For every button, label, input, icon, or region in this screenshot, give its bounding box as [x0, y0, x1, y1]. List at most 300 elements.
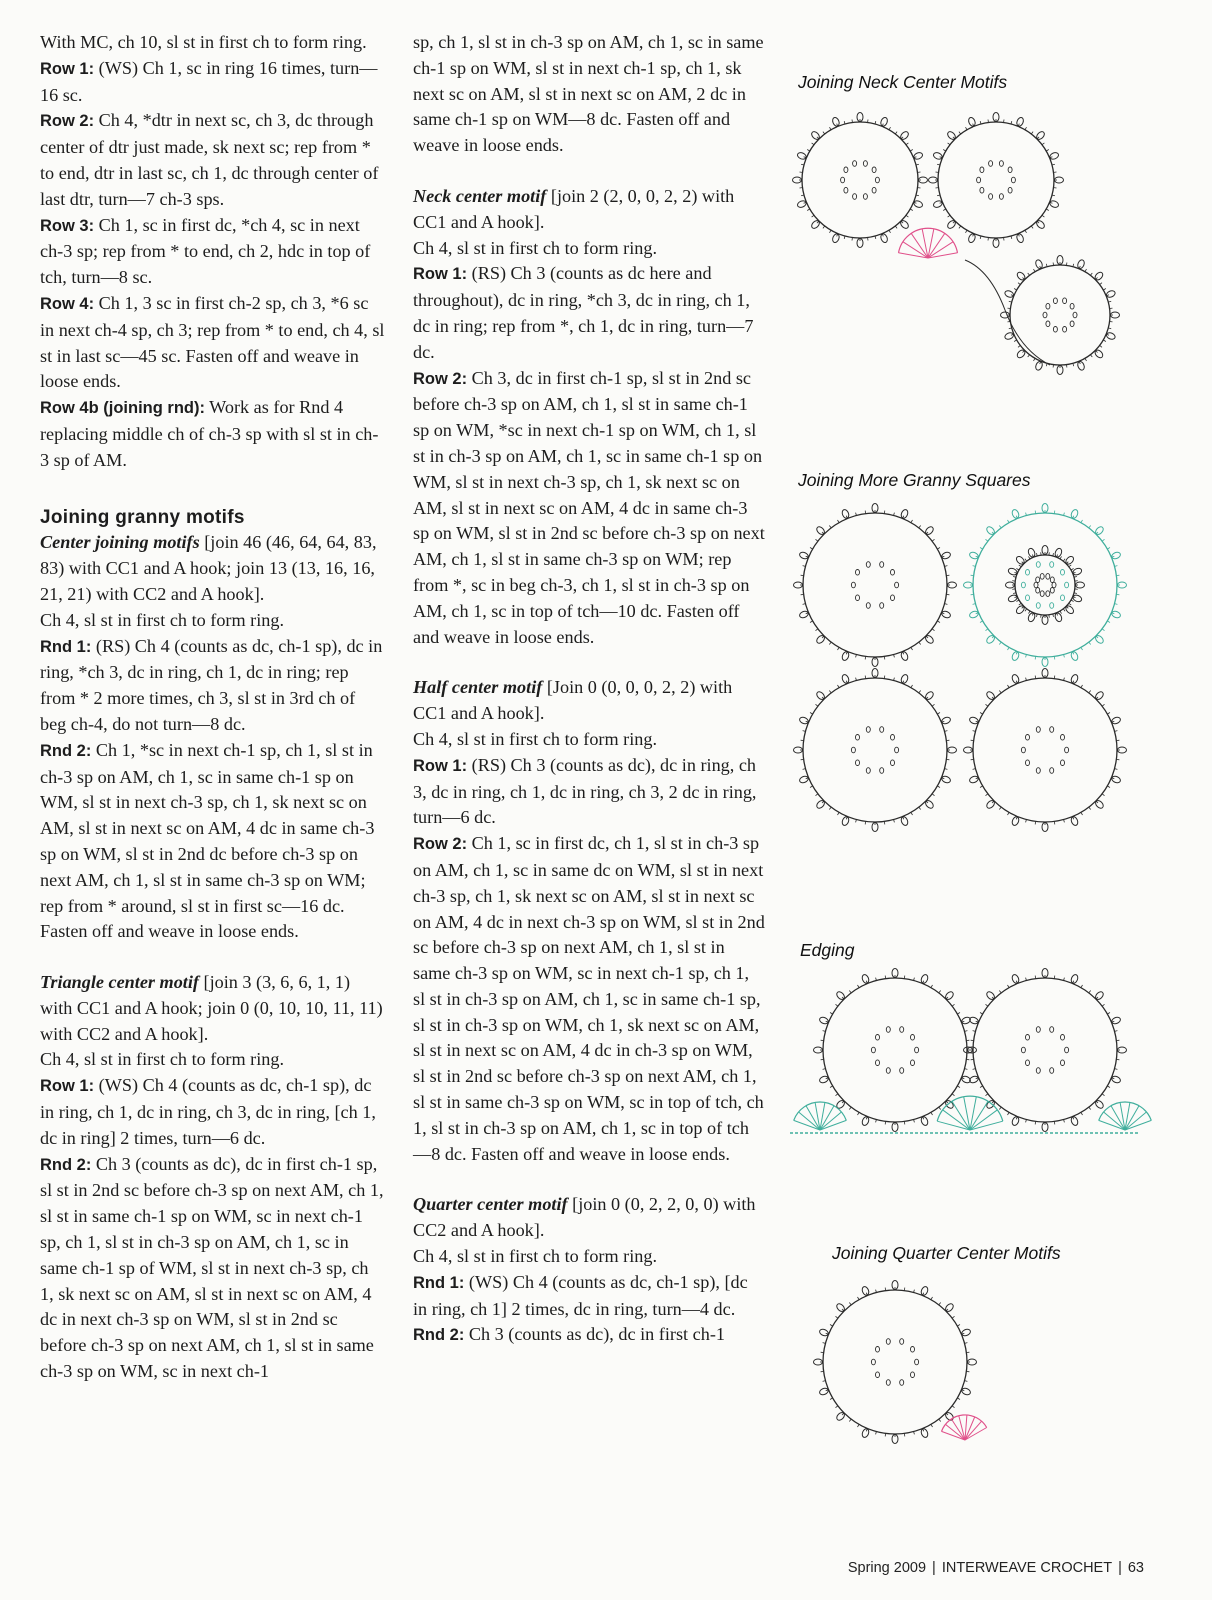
picot [1027, 547, 1036, 558]
center-chain [895, 582, 899, 588]
diagram-title-quarter: Joining Quarter Center Motifs [832, 1243, 1061, 1263]
stitch-tick [959, 132, 961, 134]
picot [1004, 332, 1015, 341]
motif-title: Neck center motif [413, 185, 547, 206]
center-chain [851, 747, 855, 753]
stitch-tick [932, 704, 934, 706]
center-chain [900, 1339, 904, 1345]
center-chain [911, 1060, 915, 1066]
stitch-tick [849, 1303, 851, 1305]
row-label: Rnd 1: [40, 637, 92, 656]
picot [920, 1116, 929, 1127]
paragraph: sp, ch 1, sl st in ch-3 sp on AM, ch 1, sc in same ch-1 sp on WM, sl st in next ch-1 sp, ch 1, sk next sc on AM, sl st in next sc on AM, 2 dc in same ch-1 sp on WM—8 dc. Fasten off and weave in loose ends. [413, 32, 764, 156]
stitch-tick [1089, 691, 1091, 693]
picot [1070, 1116, 1079, 1127]
rnd-2 [413, 1322, 765, 1349]
row-text: Ch 1, 3 sc in first ch-2 sp, ch 3, *6 sc in next ch-4 sp, ch 3; rep from * to end, ch 4, sl st in last sc—45 sc. Fasten off and weave in loose ends. [40, 292, 385, 392]
stitch-tick [966, 230, 968, 233]
stitch-tick [999, 526, 1001, 528]
stitch-tick [1069, 603, 1071, 605]
center-chain [863, 161, 867, 167]
stitch-tick [1081, 520, 1083, 523]
center-chain [866, 768, 870, 774]
picot [920, 974, 929, 985]
picot [1070, 674, 1079, 685]
stitch-tick [1019, 603, 1021, 605]
stitch-tick [858, 1297, 860, 1300]
center-chain [1011, 177, 1015, 183]
center-chain [1046, 591, 1050, 597]
motif-outline [823, 978, 967, 1122]
center-chain [1008, 167, 1012, 173]
stitch-tick [1085, 269, 1087, 272]
picot [819, 1016, 830, 1025]
picot [1035, 259, 1044, 270]
center-chain [1052, 582, 1056, 588]
stitch-tick [986, 629, 988, 631]
center-chain [1050, 577, 1054, 583]
stitch-tick [1042, 143, 1044, 145]
fan-arc [794, 1102, 847, 1120]
picot [799, 551, 810, 560]
picot [861, 1428, 870, 1439]
center-chain [1050, 727, 1054, 733]
center-chain [876, 1035, 880, 1041]
stitch-tick [906, 215, 908, 217]
center-chain [1061, 570, 1065, 576]
stitch-tick [816, 629, 818, 631]
center-chain [1036, 603, 1040, 609]
stitch-tick [1031, 132, 1033, 134]
picot [831, 233, 840, 244]
paragraph: Ch 4, sl st in first ch to form ring. [413, 237, 658, 258]
center-chain [856, 570, 860, 576]
stitch-tick [1031, 226, 1033, 228]
stitch-tick [959, 226, 961, 228]
center-chain [853, 161, 857, 167]
center-chain [1034, 582, 1038, 588]
stitch-tick [838, 520, 840, 523]
picot [1016, 116, 1025, 127]
picot [1072, 567, 1083, 576]
center-chain [880, 768, 884, 774]
motif-intro [40, 970, 385, 1047]
motif-outline [973, 678, 1117, 822]
center-chain [1026, 735, 1030, 741]
row-text: Ch 3 (counts as dc), dc in first ch-1 [464, 1324, 725, 1345]
picot [969, 716, 980, 725]
row-label: Row 1: [40, 59, 95, 78]
stitch-tick [986, 1004, 988, 1006]
stitch-tick [836, 1316, 838, 1318]
stitch-tick [838, 812, 840, 815]
rnd-2 [40, 738, 385, 945]
picot [1011, 674, 1020, 685]
stitch-tick [948, 215, 950, 217]
row-text: (WS) Ch 4 (counts as dc, ch-1 sp), dc in ring, ch 1, dc in ring, ch 3, dc in ring, [ch 1, dc in ring] 2 times, turn—6 dc. [40, 1075, 376, 1148]
stitch-tick [830, 1398, 833, 1400]
center-chain [1050, 603, 1054, 609]
page-footer: Spring 2009 | INTERWEAVE CROCHET | 63 [847, 1560, 1144, 1576]
center-chain [1021, 1047, 1025, 1053]
stitch-tick [999, 691, 1001, 693]
center-chain [1046, 574, 1050, 580]
stitch-tick [980, 548, 983, 550]
picot [1070, 974, 1079, 985]
picot [1011, 509, 1020, 520]
center-chain [911, 1035, 915, 1041]
stitch-tick [849, 1419, 851, 1421]
picot [1049, 200, 1060, 209]
stitch-tick [895, 226, 897, 228]
center-chain [844, 187, 848, 193]
center-chain [900, 1380, 904, 1386]
stitch-tick [1090, 273, 1092, 275]
stitch-tick [957, 1086, 960, 1088]
stitch-tick [830, 1086, 833, 1088]
stitch-tick [829, 807, 831, 809]
picot [1011, 816, 1020, 827]
stitch-tick [1008, 685, 1010, 688]
row-label: Rnd 1: [413, 1273, 465, 1292]
center-chain [1026, 1060, 1030, 1066]
stitch-tick [1034, 358, 1036, 361]
center-chain [863, 194, 867, 200]
fan-stitch [820, 1120, 846, 1130]
stitch-tick [931, 1112, 933, 1115]
center-chain [895, 747, 899, 753]
picot [1111, 775, 1122, 784]
center-chain [1050, 588, 1054, 594]
picot [1111, 1075, 1122, 1084]
stitch-tick [1085, 358, 1087, 361]
stitch-tick [932, 794, 934, 796]
picot [841, 816, 850, 827]
center-chain [891, 595, 895, 601]
center-chain [989, 194, 993, 200]
center-chain [1036, 562, 1040, 568]
picot [920, 1428, 929, 1439]
picot [1111, 551, 1122, 560]
fan-stitch [1125, 1120, 1151, 1130]
center-chain [886, 1380, 890, 1386]
stitch-tick [931, 1424, 933, 1427]
stitch-tick [1089, 642, 1091, 644]
neck-center-motifs-diagram [790, 110, 1160, 380]
stitch-tick [986, 704, 988, 706]
center-chain [886, 1068, 890, 1074]
paragraph: Ch 4, sl st in first ch to form ring. [40, 1049, 285, 1070]
stitch-tick [810, 786, 813, 788]
stitch-tick [1089, 526, 1091, 528]
center-chain [856, 735, 860, 741]
picot [900, 674, 909, 685]
picot [967, 116, 976, 127]
stitch-tick [952, 1094, 954, 1096]
stitch-tick [816, 794, 818, 796]
row-1 [413, 261, 765, 365]
row-text: Ch 1, *sc in next ch-1 sp, ch 1, sl st in ch-3 sp on AM, ch 1, sc in same ch-1 sp on WM, sl st in next ch-3 sp, ch 1, sk next sc on AM, sl st in next sc on AM, 4 dc in same ch-3 sp on WM, sl st in 2nd dc before ch-3 sp on next AM, ch 1, sl st in same ch-3 sp on WM; rep from * around, sl st in first sc—16 dc. Fasten off and weave in loose ends. [40, 739, 375, 942]
stitch-tick [1060, 556, 1062, 559]
picot [1011, 974, 1020, 985]
motif-title: Triangle center motif [40, 972, 199, 993]
center-chain [1036, 588, 1040, 594]
stitch-tick [952, 1004, 954, 1006]
center-chain [977, 177, 981, 183]
stitch-tick [980, 621, 983, 623]
motif-outline [1015, 555, 1075, 615]
row-1 [40, 56, 385, 109]
page-number: 63 [1127, 1560, 1144, 1576]
stitch-tick [1100, 283, 1102, 285]
row-text: Ch 3, dc in first ch-1 sp, sl st in 2nd sc before ch-3 sp on AM, ch 1, sl st in same ch-1 sp on WM, *sc in next ch-1 sp on WM, ch 1, sl st in ch-3 sp on AM, ch 1, sc in same ch-1 sp on WM, sl st in next ch-3 sp, ch 1, sk next sc on AM, sl st in next sc on AM, 4 dc in same ch-3 sp on WM, sl st in 2nd sc before ch-3 sp on next AM, ch 1, sl st in same ch-3 sp on WM; rep from *, sc in beg ch-3, ch 1, sl st in ch-3 sp on AM, ch 1, sc in top of tch—10 dc. Fasten off and weave in loose ends. [413, 367, 765, 647]
stitch-tick [986, 794, 988, 796]
picot [1035, 360, 1044, 371]
picot [841, 509, 850, 520]
stitch-tick [1008, 520, 1010, 523]
picot [969, 775, 980, 784]
stitch-tick [1107, 713, 1110, 715]
picot [1049, 151, 1060, 160]
motif-intro [413, 675, 765, 727]
footer-season: Spring 2009 [847, 1560, 927, 1576]
stitch-tick [836, 1406, 838, 1408]
stitch-tick [1107, 548, 1110, 550]
picot [913, 151, 924, 160]
stitch-tick [939, 1303, 941, 1305]
picot [1070, 651, 1079, 662]
stitch-tick [919, 807, 921, 809]
stitch-tick [910, 209, 913, 211]
row-2 [40, 108, 385, 212]
stitch-tick [1008, 1112, 1010, 1115]
stitch-tick [1060, 611, 1062, 614]
picot [1054, 547, 1063, 558]
stitch-tick [931, 1297, 933, 1300]
diagram-title-more: Joining More Granny Squares [798, 470, 1031, 490]
picot [900, 651, 909, 662]
center-chain [880, 562, 884, 568]
center-chain [851, 582, 855, 588]
center-chain [1026, 760, 1030, 766]
center-chain [989, 161, 993, 167]
stitch-tick [1102, 1094, 1104, 1096]
center-chain [844, 167, 848, 173]
picot [1016, 233, 1025, 244]
fan-arc [1099, 1102, 1152, 1120]
stitch-tick [931, 985, 933, 988]
picot [1070, 816, 1079, 827]
stitch-tick [1028, 273, 1030, 275]
stitch-tick [838, 647, 840, 650]
stitch-tick [836, 1004, 838, 1006]
center-chain [1073, 312, 1077, 318]
center-chain [891, 735, 895, 741]
stitch-tick [1046, 209, 1049, 211]
stitch-tick [1063, 609, 1065, 611]
stitch-tick [823, 132, 825, 134]
picot [920, 1286, 929, 1297]
more-granny-squares-diagram [790, 500, 1160, 900]
center-chain [1061, 760, 1065, 766]
center-chain [1050, 768, 1054, 774]
stitch-tick [943, 150, 946, 152]
picot [861, 1286, 870, 1297]
picot [819, 1387, 830, 1396]
picot [799, 716, 810, 725]
picot [1070, 509, 1079, 520]
motif-intro-text: [join 0 (0, 2, 2, 0, 0) with CC2 and A hook]. [413, 1194, 756, 1241]
stitch-tick [1016, 600, 1019, 602]
stitch-tick [957, 1013, 960, 1015]
stitch-tick [1025, 127, 1027, 130]
stitch-tick [858, 985, 860, 988]
picot [880, 233, 889, 244]
row-text: (RS) Ch 3 (counts as dc), dc in ring, ch 3, dc in ring, ch 1, dc in ring, ch 3, 2 dc in ring, turn—6 dc. [413, 754, 757, 828]
stitch-tick [816, 539, 818, 541]
picot [796, 200, 807, 209]
center-chain [1040, 591, 1044, 597]
column-left [40, 30, 385, 1385]
picot [1077, 259, 1086, 270]
stitch-tick [1071, 600, 1074, 602]
picot [1011, 651, 1020, 662]
row-label: Row 2: [413, 369, 468, 388]
stitch-tick [937, 786, 940, 788]
center-chain [1036, 727, 1040, 733]
center-chain [856, 595, 860, 601]
quarter-center-motifs-diagram [790, 1270, 1160, 1470]
picot [1105, 332, 1116, 341]
column-middle [413, 30, 765, 1349]
stitch-tick [1014, 289, 1017, 291]
stitch-tick [1028, 355, 1030, 357]
center-chain [1036, 1027, 1040, 1033]
stitch-tick [1008, 647, 1010, 650]
stitch-tick [980, 786, 983, 788]
center-chain [875, 177, 879, 183]
picot [1111, 1016, 1122, 1025]
stitch-tick [919, 526, 921, 528]
picot [941, 610, 952, 619]
stitch-tick [980, 713, 983, 715]
center-chain [1050, 562, 1054, 568]
center-chain [1050, 1068, 1054, 1074]
row-text: Ch 4, *dtr in next sc, ch 3, dc through center of dtr just made, sk next sc; rep from * to end, dtr in last sc, ch 1, dc through center of last dtr, turn—7 ch-3 sps. [40, 110, 379, 209]
picot [961, 1387, 972, 1396]
stitch-tick [1081, 985, 1083, 988]
stitch-tick [1089, 1107, 1091, 1109]
stitch-tick [1102, 1004, 1104, 1006]
center-chain [1021, 582, 1025, 588]
stitch-tick [943, 209, 946, 211]
stitch-tick [911, 647, 913, 650]
center-chain [1043, 312, 1047, 318]
row-label: Rnd 2: [413, 1326, 465, 1345]
picot [913, 200, 924, 209]
center-chain [1070, 321, 1074, 327]
paragraph: Ch 4, sl st in first ch to form ring. [413, 728, 658, 749]
stitch-tick [1103, 289, 1106, 291]
center-chain [1050, 1027, 1054, 1033]
stitch-tick [849, 1107, 851, 1109]
center-chain [1065, 747, 1069, 753]
motif-intro-text: [join 46 (46, 64, 64, 83, 83) with CC1 and A hook; join 13 (13, 16, 16, 21, 21) with CC2 and A hook]. [40, 532, 377, 604]
stitch-tick [906, 143, 908, 145]
center-chain [866, 727, 870, 733]
stitch-tick [948, 143, 950, 145]
stitch-tick [911, 520, 913, 523]
stitch-tick [1107, 786, 1110, 788]
stitch-tick [1102, 629, 1104, 631]
stitch-tick [952, 1406, 954, 1408]
motif-outline [803, 678, 947, 822]
motif-intro-text: [join 3 (3, 6, 6, 1, 1) with CC1 and A hook; join 0 (0, 10, 10, 11, 11) with CC2 and A hook]. [40, 972, 383, 1044]
stitch-tick [830, 127, 832, 130]
center-chain [866, 562, 870, 568]
motif-outline [802, 122, 918, 238]
stitch-tick [932, 539, 934, 541]
center-chain [999, 194, 1003, 200]
stitch-tick [807, 209, 810, 211]
stitch-tick [830, 1325, 833, 1327]
rnd-1 [40, 634, 385, 738]
center-chain [876, 1372, 880, 1378]
section-heading: Joining granny motifs [40, 506, 245, 528]
fan-stitch [970, 1110, 997, 1130]
center-chain [1070, 303, 1074, 309]
picot [1111, 716, 1122, 725]
picot [967, 233, 976, 244]
paragraph: Ch 4, sl st in first ch to form ring. [40, 609, 285, 630]
center-chain [911, 1372, 915, 1378]
picot [1027, 612, 1036, 623]
fan-arc [899, 228, 958, 253]
stitch-tick [1025, 230, 1027, 233]
center-chain [1053, 327, 1057, 333]
stitch-tick [812, 215, 814, 217]
row-text: (RS) Ch 3 (counts as dc here and throughout), dc in ring, *ch 3, dc in ring, ch 1, dc in ring; rep from *, ch 1, dc in ring, turn—7 dc. [413, 263, 754, 362]
motif-outline [803, 513, 947, 657]
center-chain [872, 187, 876, 193]
stitch-tick [1081, 647, 1083, 650]
stitch-tick [910, 150, 913, 152]
stitch-tick [1100, 345, 1102, 347]
center-chain [1065, 582, 1069, 588]
motif-intro-text: [join 2 (2, 0, 0, 2, 2) with CC1 and A hook]. [413, 185, 735, 232]
picot [1007, 594, 1018, 603]
center-chain [1053, 298, 1057, 304]
row-label: Row 4b (joining rnd): [40, 399, 205, 418]
motif-intro [413, 1192, 765, 1244]
center-chain [1063, 298, 1067, 304]
stitch-tick [986, 1094, 988, 1096]
fan-stitch [1099, 1120, 1125, 1130]
stitch-tick [937, 621, 940, 623]
diagram-title-edging: Edging [800, 940, 855, 960]
stitch-tick [939, 1107, 941, 1109]
row-label: Row 2: [413, 835, 468, 854]
row-1 [40, 1073, 385, 1151]
stitch-tick [838, 685, 840, 688]
stitch-tick [939, 991, 941, 993]
center-chain [891, 570, 895, 576]
center-chain [1046, 321, 1050, 327]
stitch-tick [1025, 559, 1027, 561]
center-chain [871, 1359, 875, 1365]
row-label: Row 1: [413, 265, 468, 284]
picot [861, 974, 870, 985]
